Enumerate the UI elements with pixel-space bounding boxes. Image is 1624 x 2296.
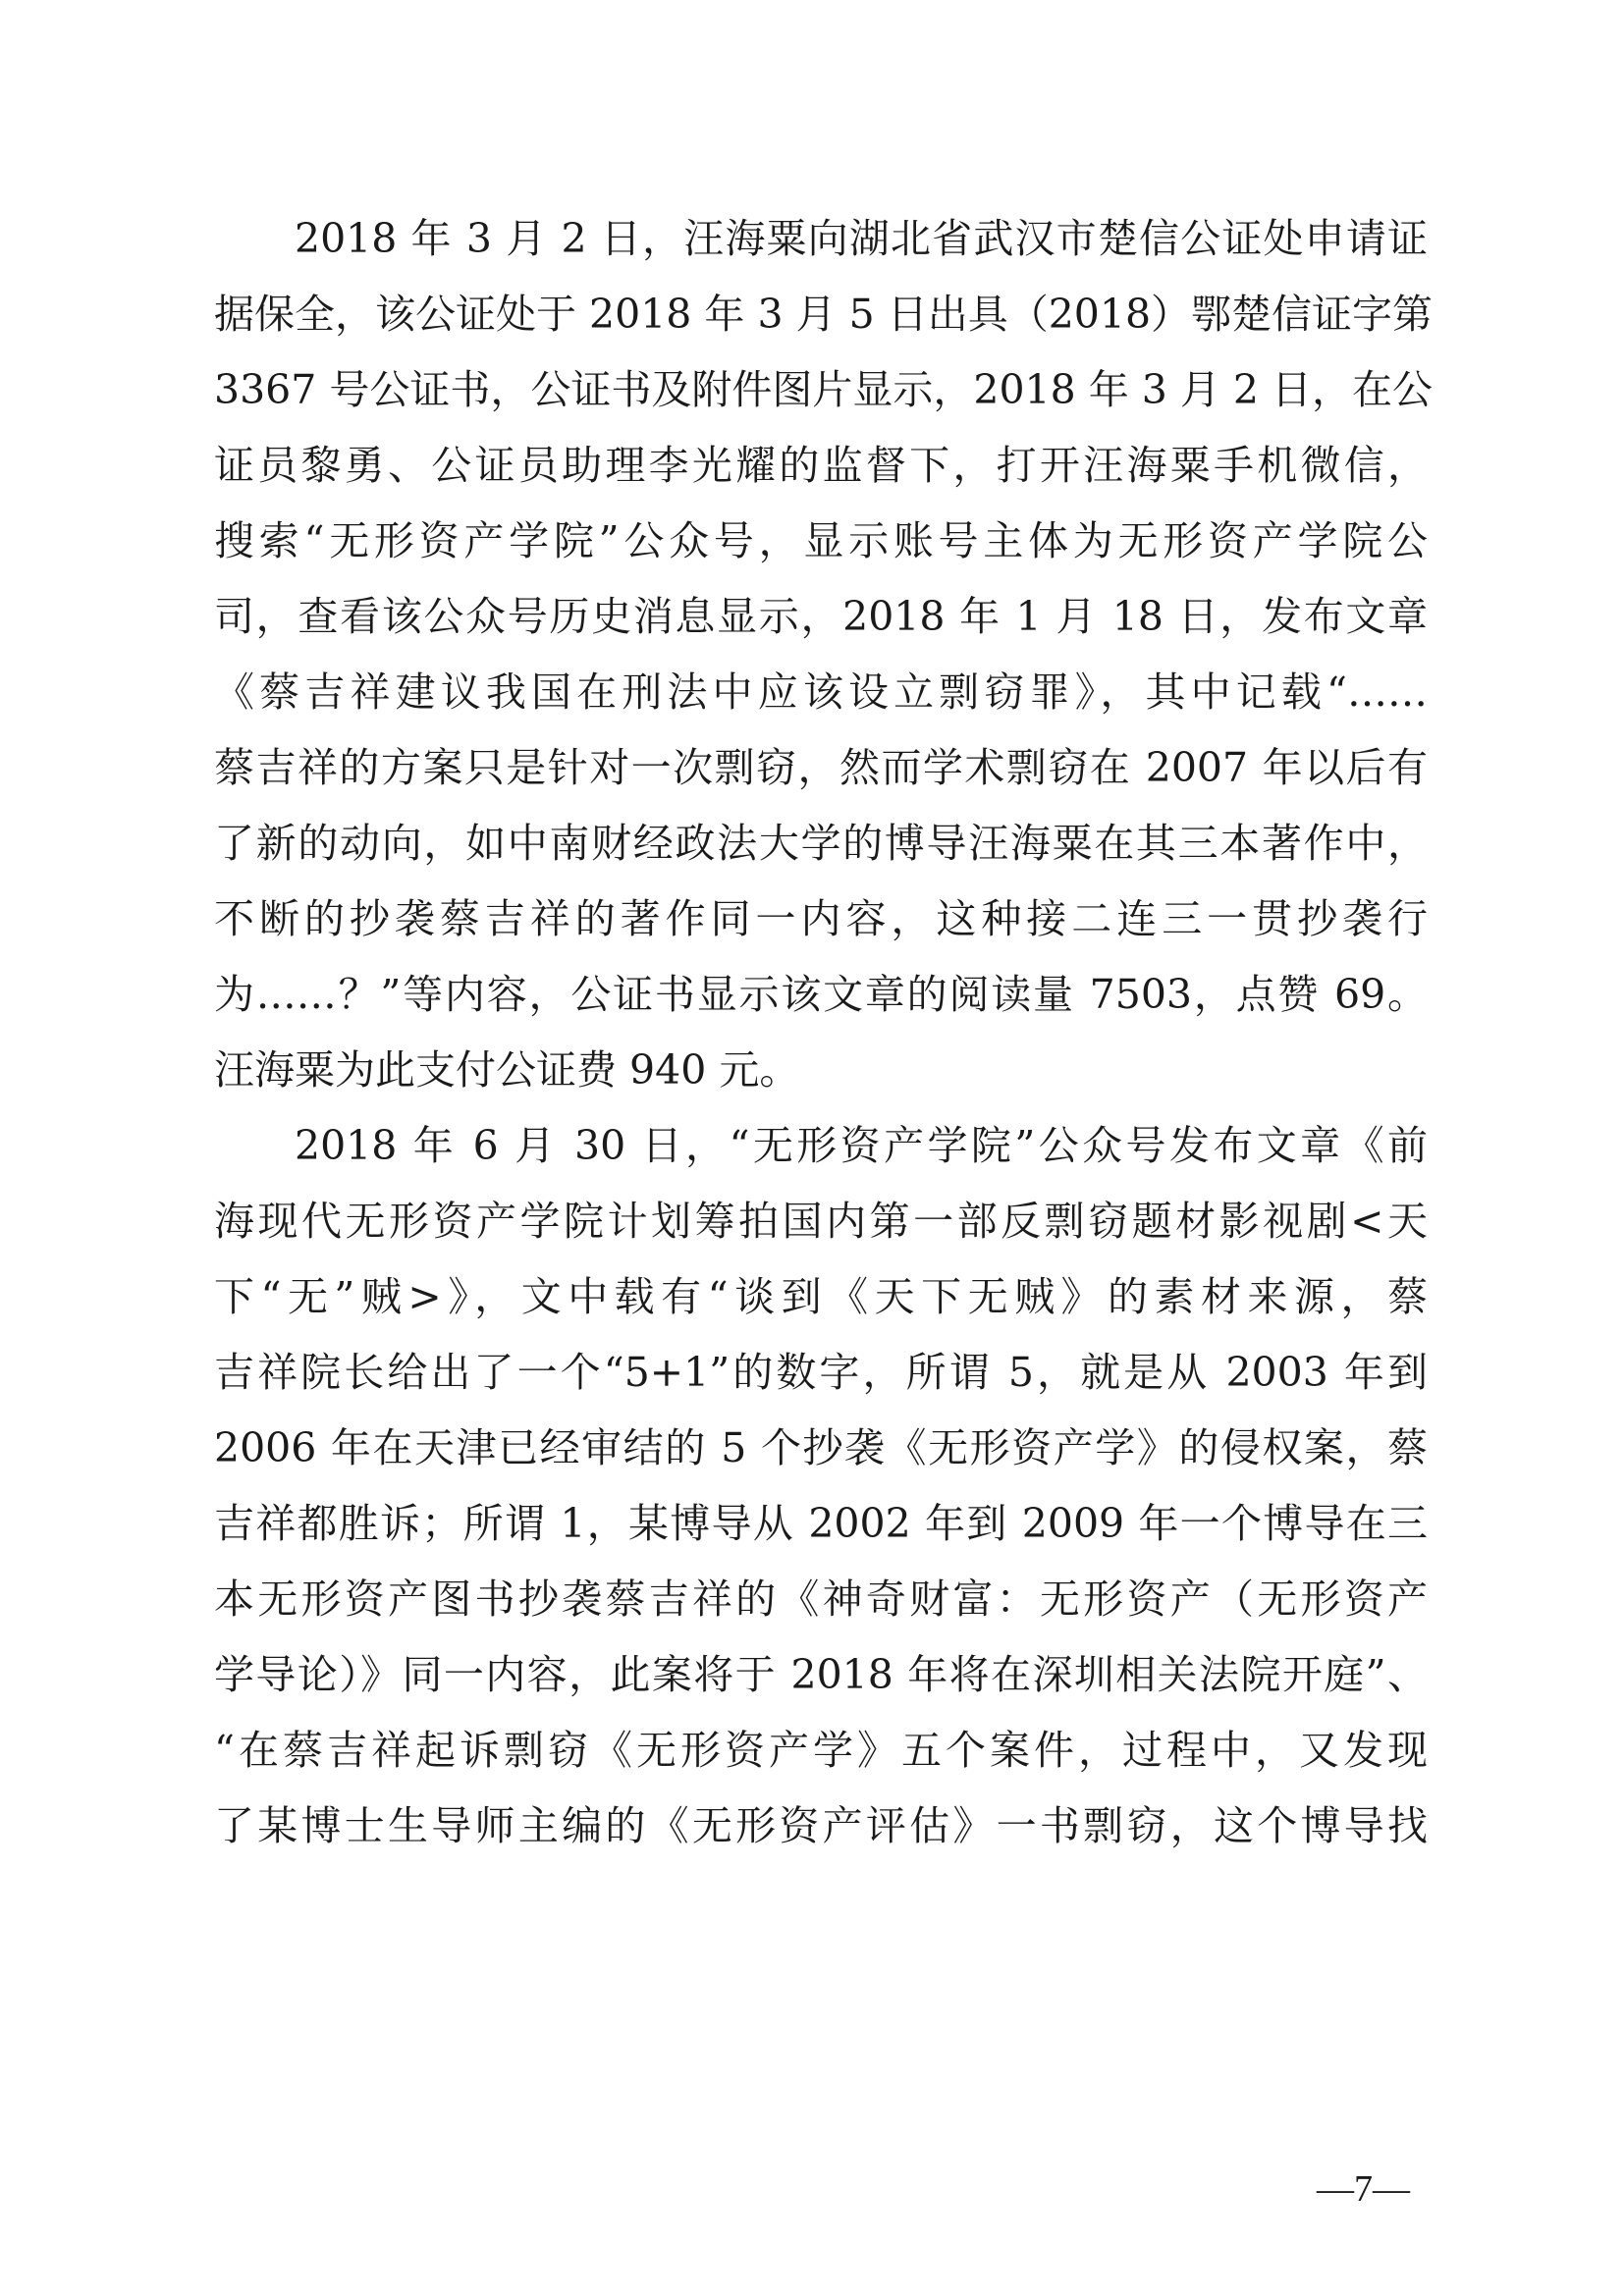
text-line: 证员黎勇、公证员助理李光耀的监督下，打开汪海粟手机微信， [214, 442, 1428, 489]
text-line: 司，查看该公众号历史消息显示，2018 年 1 月 18 日，发布文章 [214, 593, 1428, 640]
text-line: 据保全，该公证处于 2018 年 3 月 5 日出具（2018）鄂楚信证字第 [214, 291, 1434, 338]
text-line: 汪海粟为此支付公证费 940 元。 [214, 1046, 800, 1094]
page-number: —7— [1317, 2168, 1410, 2210]
text-line: 2018 年 3 月 2 日，汪海粟向湖北省武汉市楚信公证处申请证 [295, 215, 1428, 262]
text-line: 3367 号公证书，公证书及附件图片显示，2018 年 3 月 2 日，在公 [214, 366, 1434, 413]
text-line: 了某博士生导师主编的《无形资产评估》一书剽窃，这个博导找 [214, 1802, 1428, 1849]
text-line: 《蔡吉祥建议我国在刑法中应该设立剽窃罪》，其中记载“…… [214, 668, 1428, 716]
text-line: 海现代无形资产学院计划筹拍国内第一部反剽窃题材影视剧<天 [214, 1198, 1428, 1245]
text-line: 蔡吉祥的方案只是针对一次剽窃，然而学术剽窃在 2007 年以后有 [214, 744, 1428, 791]
text-line: 搜索“无形资产学院”公众号，显示账号主体为无形资产学院公 [214, 517, 1428, 564]
text-line: 吉祥院长给出了一个“5+1”的数字，所谓 5，就是从 2003 年到 [214, 1349, 1428, 1396]
text-line: 2018 年 6 月 30 日，“无形资产学院”公众号发布文章《前 [295, 1122, 1428, 1169]
text-line: 了新的动向，如中南财经政法大学的博导汪海粟在其三本著作中， [214, 820, 1428, 867]
text-line: “在蔡吉祥起诉剽窃《无形资产学》五个案件，过程中，又发现 [214, 1727, 1428, 1774]
text-line: 本无形资产图书抄袭蔡吉祥的《神奇财富：无形资产（无形资产 [214, 1575, 1428, 1623]
text-line: 下“无”贼>》，文中载有“谈到《天下无贼》的素材来源，蔡 [214, 1273, 1428, 1320]
text-line: 为……？”等内容，公证书显示该文章的阅读量 7503，点赞 69。 [214, 971, 1428, 1018]
text-line: 学导论）》同一内容，此案将于 2018 年将在深圳相关法院开庭”、 [214, 1651, 1428, 1698]
text-line: 不断的抄袭蔡吉祥的著作同一内容，这种接二连三一贯抄袭行 [214, 895, 1428, 942]
text-line: 2006 年在天津已经审结的 5 个抄袭《无形资产学》的侵权案，蔡 [214, 1424, 1428, 1471]
text-line: 吉祥都胜诉；所谓 1，某博导从 2002 年到 2009 年一个博导在三 [214, 1500, 1428, 1547]
